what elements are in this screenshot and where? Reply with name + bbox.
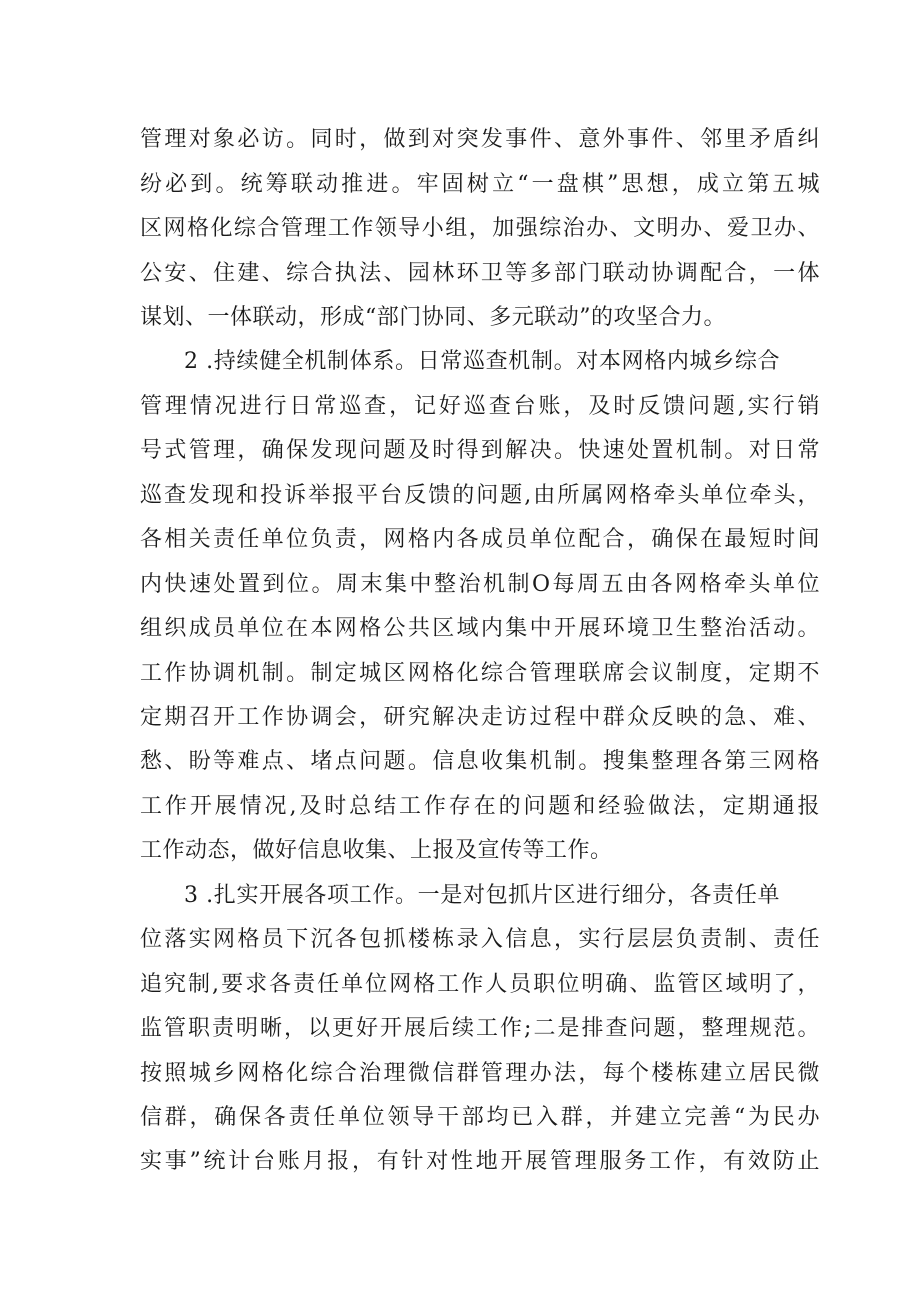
text-line: 号式管理，确保发现问题及时得到解决。快速处置机制。对日常 xyxy=(140,438,820,463)
text-line: 追究制,要求各责任单位网格工作人员职位明确、监管区域明了， xyxy=(140,972,820,997)
text-line: 位落实网格员下沉各包抓楼栋录入信息，实行层层负责制、责任 xyxy=(140,927,820,952)
text-line: 区网格化综合管理工作领导小组，加强综治办、文明办、爱卫办、 xyxy=(140,216,820,241)
paragraph-heading-2: 2 .持续健全机制体系。日常巡查机制。对本网格内城乡综合 xyxy=(184,349,780,374)
text-line: 定期召开工作协调会，研究解决走访过程中群众反映的急、难、 xyxy=(140,705,820,730)
text-line: 组织成员单位在本网格公共区域内集中开展环境卫生整治活动。 xyxy=(140,616,820,641)
text-line: 纷必到。统筹联动推进。牢固树立“一盘棋”思想，成立第五城 xyxy=(140,172,820,197)
text-line: 实事”统计台账月报，有针对性地开展管理服务工作，有效防止 xyxy=(140,1149,820,1174)
text-line: 谋划、一体联动，形成“部门协同、多元联动”的攻坚合力。 xyxy=(140,305,726,330)
text-line: 公安、住建、综合执法、园林环卫等多部门联动协调配合，一体 xyxy=(140,261,820,286)
text-line: 巡查发现和投诉举报平台反馈的问题,由所属网格牵头单位牵头， xyxy=(140,483,820,508)
paragraph-heading-3: 3 .扎实开展各项工作。一是对包抓片区进行细分，各责任单 xyxy=(184,883,780,908)
text-line: 管理对象必访。同时，做到对突发事件、意外事件、邻里矛盾纠 xyxy=(140,127,820,152)
text-line: 监管职责明晰，以更好开展后续工作;二是排查问题，整理规范。 xyxy=(140,1016,820,1041)
text-line: 愁、盼等难点、堵点问题。信息收集机制。搜集整理各第三网格 xyxy=(140,749,820,774)
text-line: 各相关责任单位负责，网格内各成员单位配合，确保在最短时间 xyxy=(140,527,820,552)
text-line: 管理情况进行日常巡查，记好巡查台账，及时反馈问题,实行销 xyxy=(140,394,820,419)
text-line: 内快速处置到位。周末集中整治机制O每周五由各网格牵头单位 xyxy=(140,572,820,597)
text-line: 按照城乡网格化综合治理微信群管理办法，每个楼栋建立居民微 xyxy=(140,1061,820,1086)
text-line: 工作协调机制。制定城区网格化综合管理联席会议制度，定期不 xyxy=(140,661,820,686)
text-line: 信群，确保各责任单位领导干部均已入群，并建立完善“为民办 xyxy=(140,1105,820,1130)
text-line: 工作动态，做好信息收集、上报及宣传等工作。 xyxy=(140,838,613,863)
text-line: 工作开展情况,及时总结工作存在的问题和经验做法，定期通报 xyxy=(140,794,820,819)
